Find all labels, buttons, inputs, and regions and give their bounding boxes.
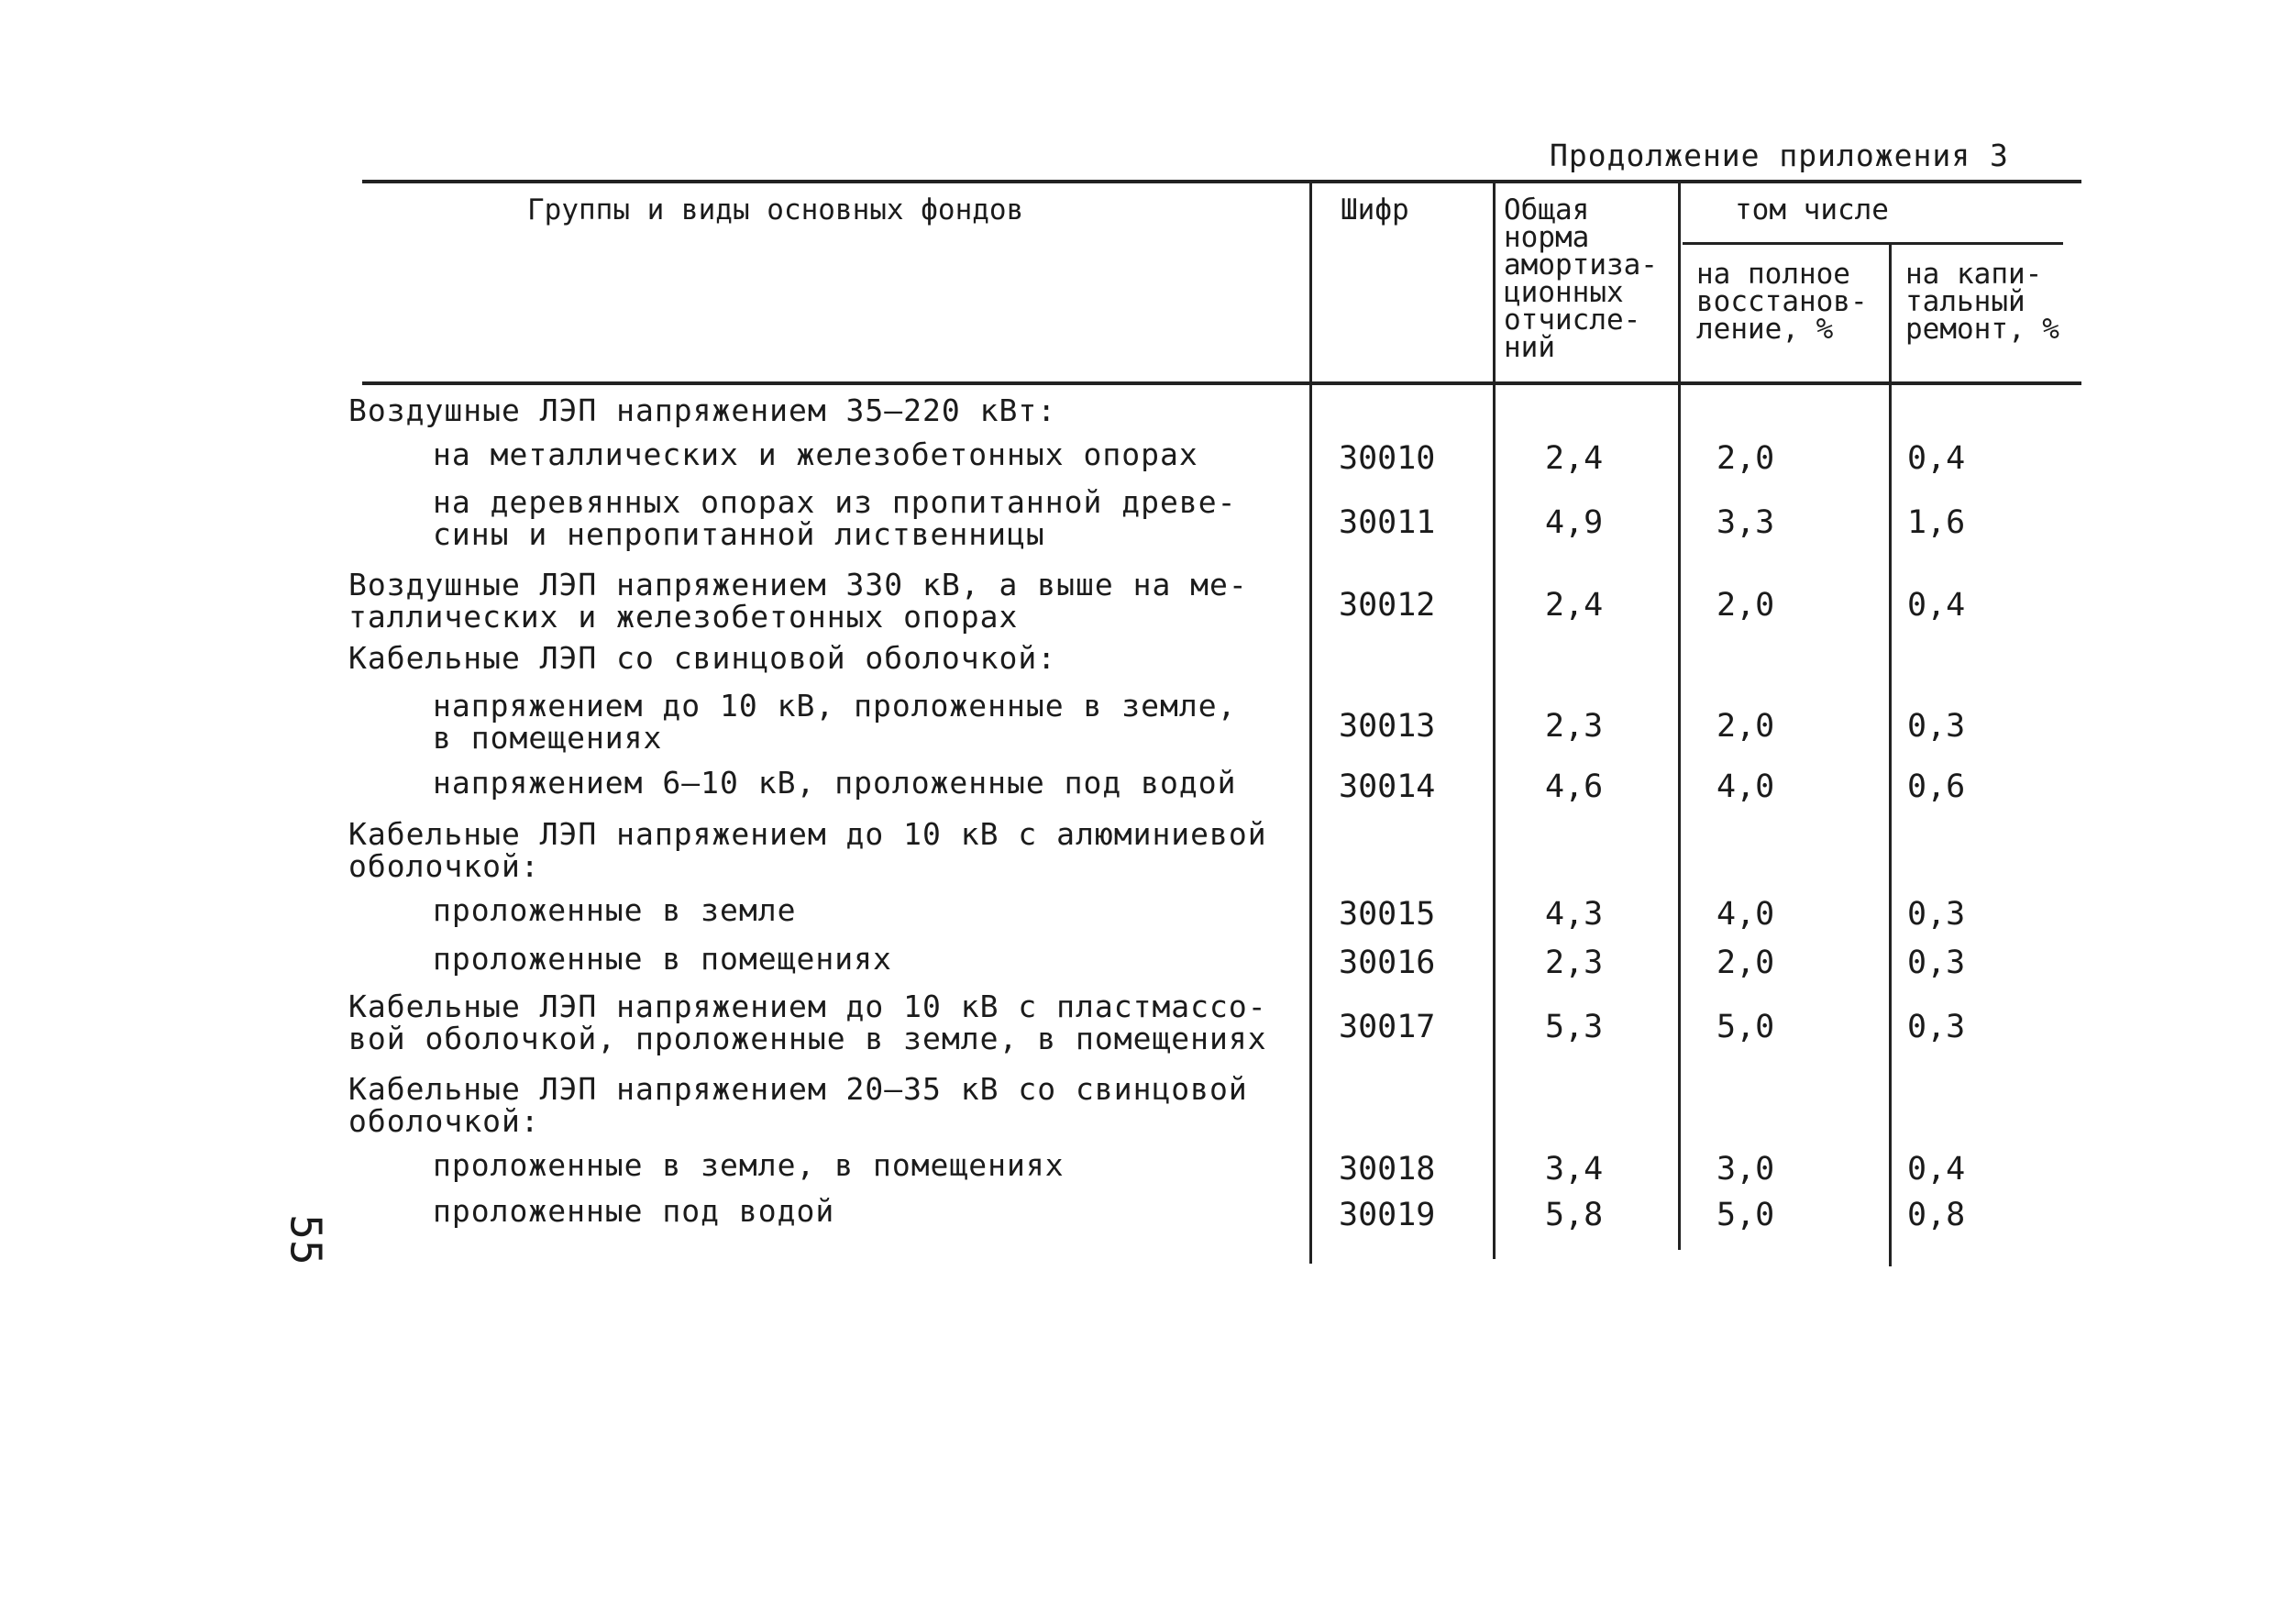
row-capital-repair: 0,3 — [1907, 708, 1966, 745]
row-capital-repair: 0,8 — [1907, 1197, 1966, 1233]
row-label: Кабельные ЛЭП напряжением 20–35 кВ со свинцовой оболочкой: — [348, 1071, 1248, 1139]
row-code: 30016 — [1339, 945, 1436, 981]
row-total-norm: 2,4 — [1545, 587, 1604, 624]
row-code: 30011 — [1339, 504, 1436, 541]
row-total-norm: 4,9 — [1545, 504, 1604, 541]
row-capital-repair: 0,4 — [1907, 587, 1966, 624]
page-caption: Продолжение приложения 3 — [1550, 138, 2009, 173]
column-divider-3 — [1678, 182, 1681, 1250]
row-capital-repair: 1,6 — [1907, 504, 1966, 541]
row-capital-repair: 0,6 — [1907, 768, 1966, 805]
row-full-restoration: 2,0 — [1716, 945, 1775, 981]
row-total-norm: 2,4 — [1545, 440, 1604, 477]
row-full-restoration: 4,0 — [1716, 896, 1775, 933]
row-full-restoration: 4,0 — [1716, 768, 1775, 805]
row-full-restoration: 2,0 — [1716, 440, 1775, 477]
column-divider-4 — [1889, 244, 1892, 1266]
row-label: Кабельные ЛЭП напряжением до 10 кВ с алюминиевой оболочкой: — [348, 816, 1267, 884]
header-total-norm: Общая норма амортиза- ционных отчисле- ний — [1504, 193, 1658, 364]
row-full-restoration: 2,0 — [1716, 708, 1775, 745]
header-bottom-rule — [362, 381, 2081, 385]
row-code: 30010 — [1339, 440, 1436, 477]
row-label: проложенные под водой — [433, 1193, 835, 1229]
row-full-restoration: 3,0 — [1716, 1151, 1775, 1188]
row-label: Кабельные ЛЭП со свинцовой оболочкой: — [348, 640, 1057, 676]
row-code: 30017 — [1339, 1009, 1436, 1045]
row-code: 30012 — [1339, 587, 1436, 624]
row-label: проложенные в земле — [433, 892, 797, 928]
row-label: на деревянных опорах из пропитанной древе- сины и непропитанной лиственницы — [433, 484, 1237, 552]
row-label: проложенные в помещениях — [433, 941, 892, 977]
row-code: 30015 — [1339, 896, 1436, 933]
row-total-norm: 2,3 — [1545, 945, 1604, 981]
header-capital-repair: на капи- тальный ремонт, % — [1905, 258, 2059, 346]
row-capital-repair: 0,3 — [1907, 945, 1966, 981]
row-total-norm: 2,3 — [1545, 708, 1604, 745]
header-groups: Группы и виды основных фондов — [527, 193, 1024, 226]
row-capital-repair: 0,4 — [1907, 1151, 1966, 1188]
header-code: Шифр — [1341, 193, 1409, 226]
row-total-norm: 5,8 — [1545, 1197, 1604, 1233]
row-label: проложенные в земле, в помещениях — [433, 1147, 1065, 1183]
row-code: 30018 — [1339, 1151, 1436, 1188]
subheader-rule — [1683, 242, 2063, 245]
header-including: том числе — [1735, 193, 1889, 226]
row-capital-repair: 0,3 — [1907, 1009, 1966, 1045]
row-label: Воздушные ЛЭП напряжением 330 кВ, а выше на ме- таллических и железобетонных опорах — [348, 567, 1248, 635]
row-label: напряжением 6–10 кВ, проложенные под водой — [433, 765, 1237, 801]
row-total-norm: 4,3 — [1545, 896, 1604, 933]
row-capital-repair: 0,4 — [1907, 440, 1966, 477]
row-capital-repair: 0,3 — [1907, 896, 1966, 933]
row-full-restoration: 5,0 — [1716, 1197, 1775, 1233]
column-divider-1 — [1309, 182, 1312, 1264]
row-full-restoration: 2,0 — [1716, 587, 1775, 624]
column-divider-2 — [1493, 182, 1496, 1259]
row-full-restoration: 3,3 — [1716, 504, 1775, 541]
table-top-rule — [362, 180, 2081, 183]
page-number: 55 — [281, 1214, 331, 1265]
row-label: напряжением до 10 кВ, проложенные в земле, в помещениях — [433, 688, 1237, 756]
row-total-norm: 5,3 — [1545, 1009, 1604, 1045]
row-code: 30014 — [1339, 768, 1436, 805]
header-full-restoration: на полное восстанов- ление, % — [1696, 258, 1868, 346]
row-code: 30019 — [1339, 1197, 1436, 1233]
row-code: 30013 — [1339, 708, 1436, 745]
row-full-restoration: 5,0 — [1716, 1009, 1775, 1045]
row-total-norm: 4,6 — [1545, 768, 1604, 805]
row-label: на металлических и железобетонных опорах — [433, 436, 1198, 472]
row-label: Воздушные ЛЭП напряжением 35–220 кВт: — [348, 392, 1057, 428]
row-label: Кабельные ЛЭП напряжением до 10 кВ с пластмассо- вой оболочкой, проложенные в земле, в помещениях — [348, 989, 1267, 1056]
row-total-norm: 3,4 — [1545, 1151, 1604, 1188]
